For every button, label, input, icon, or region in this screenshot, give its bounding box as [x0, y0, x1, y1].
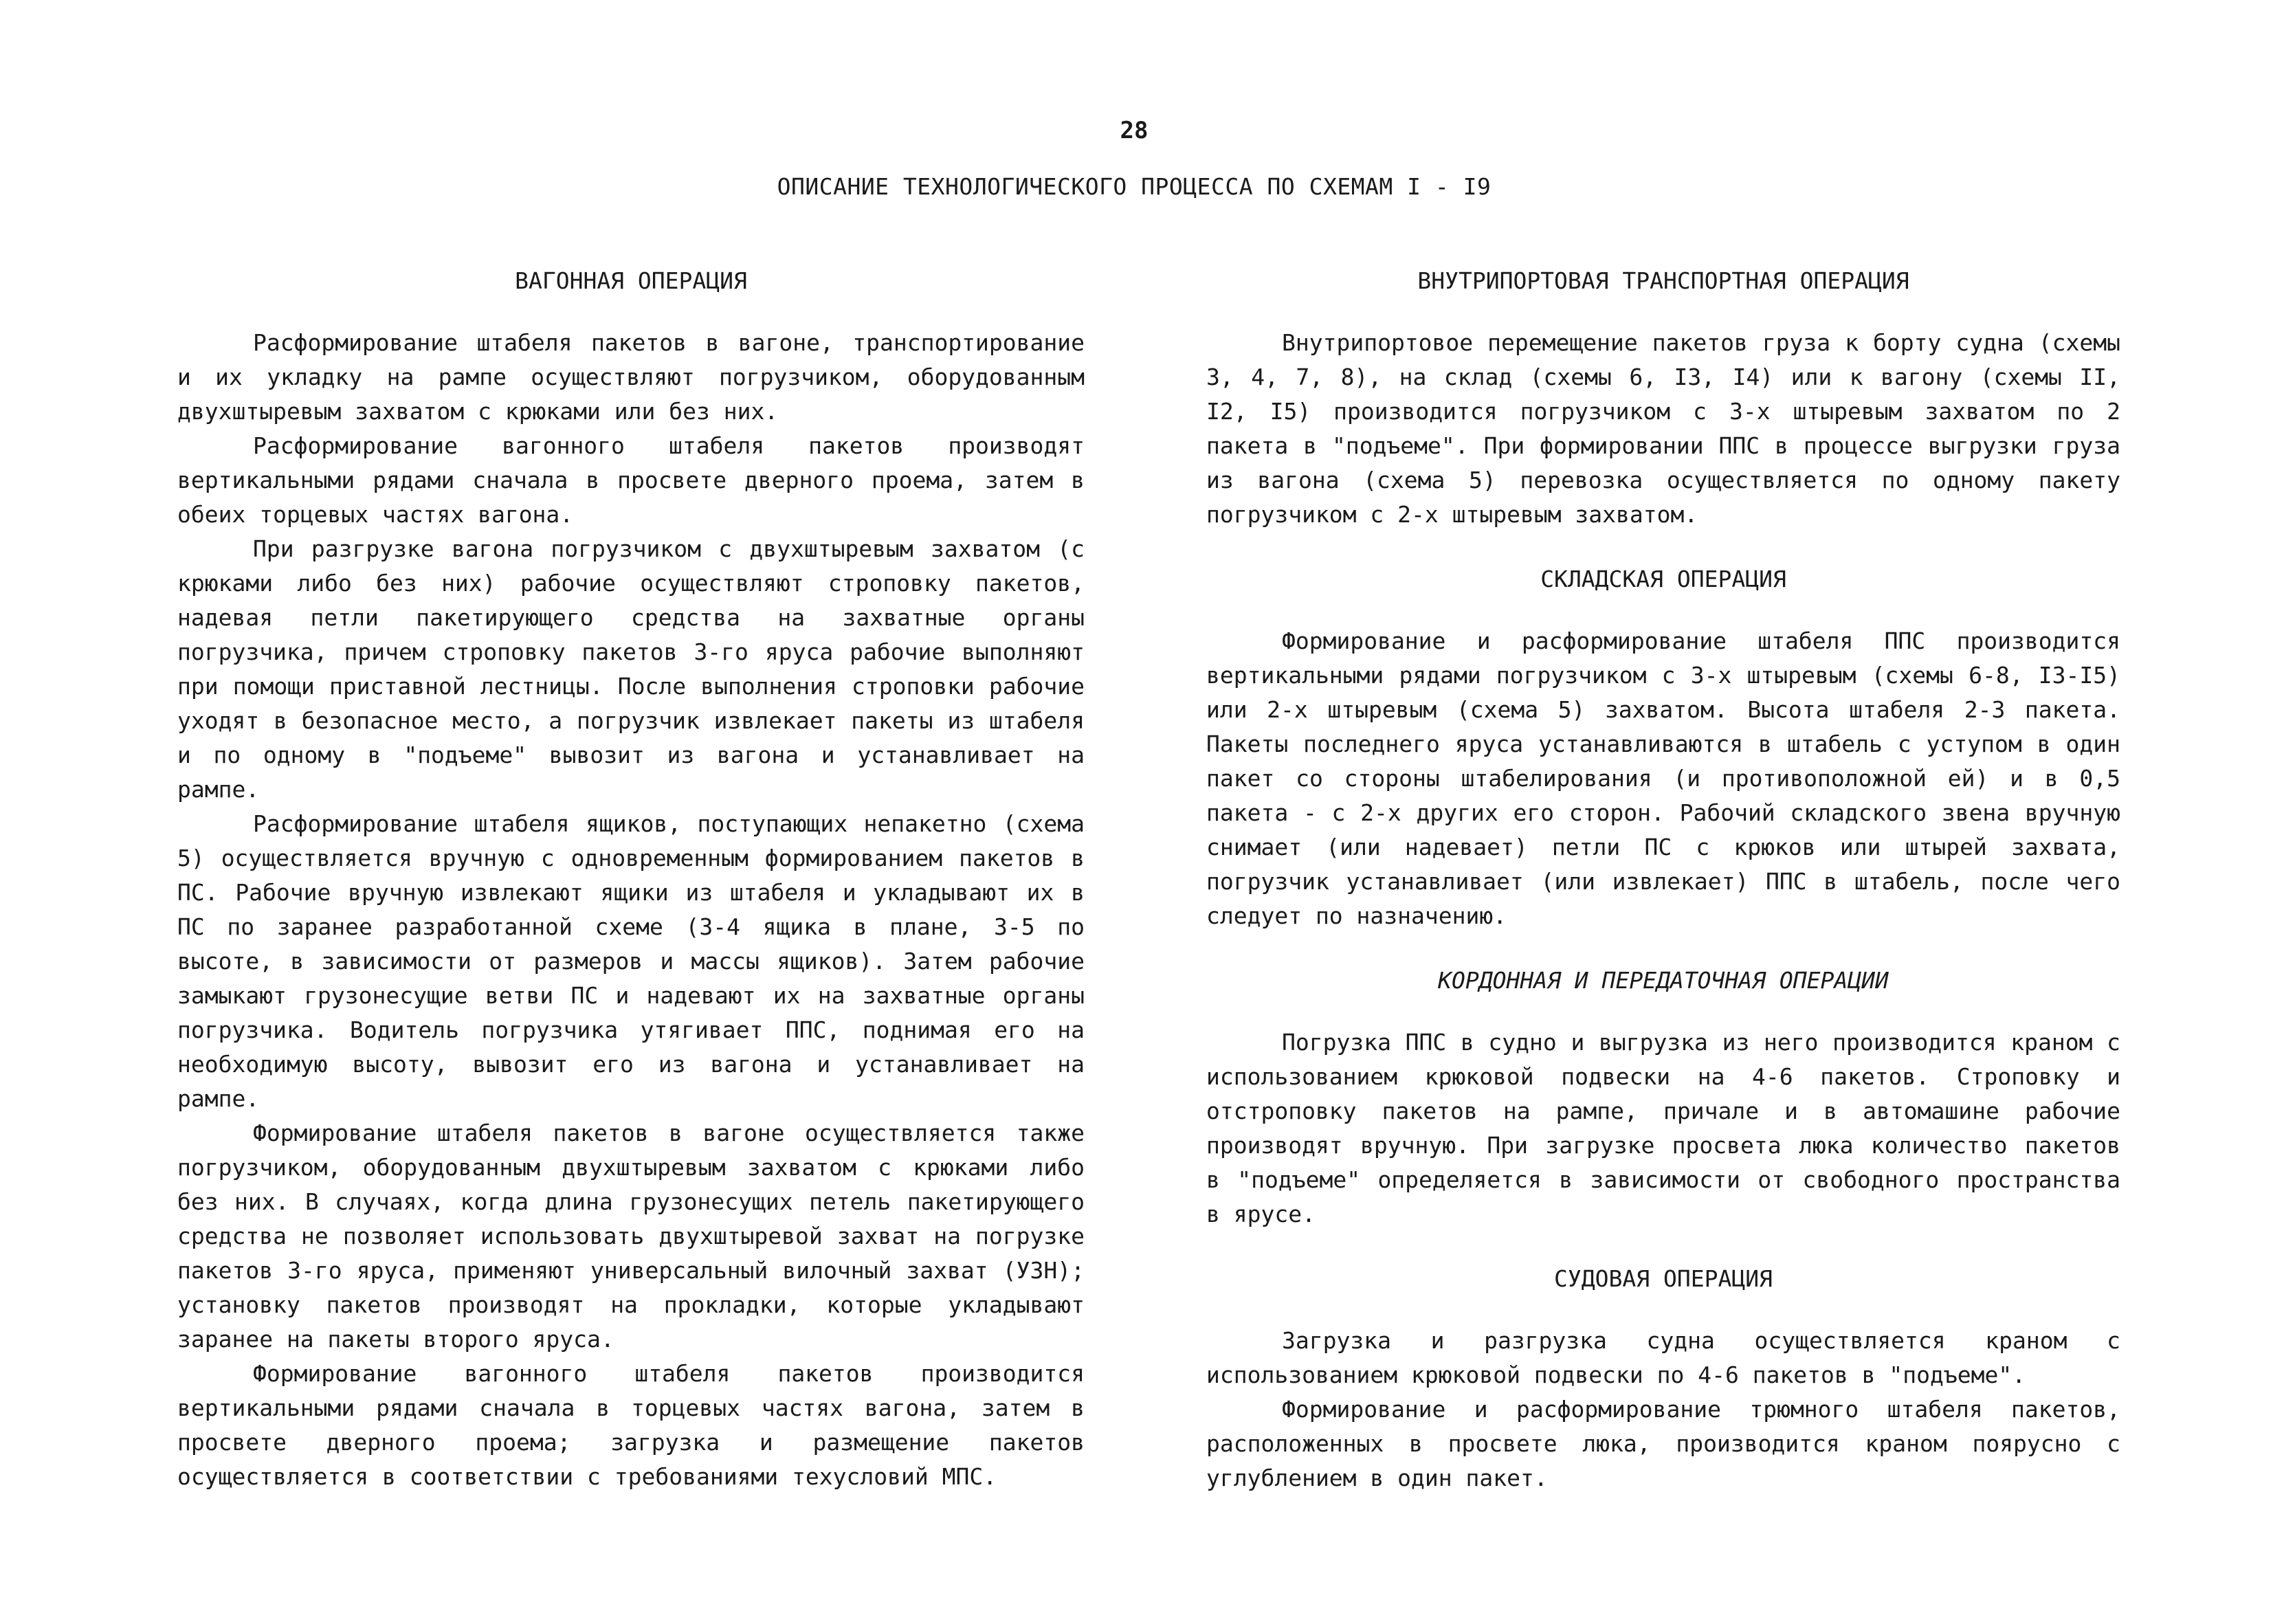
section-cordon-operation: [1206, 964, 2120, 1232]
document-title: ОПИСАНИЕ ТЕХНОЛОГИЧЕСКОГО ПРОЦЕССА ПО СХЕМАМ I - I9: [777, 173, 1492, 200]
paragraph: Расформирование вагонного штабеля пакетов производят вертикальными рядами сначала в просвете дверного проема, затем в обеих торцевых частях вагона.: [177, 432, 1085, 528]
section-heading: КОРДОННАЯ И ПЕРЕДАТОЧНАЯ ОПЕРАЦИИ: [1438, 967, 1889, 994]
paragraph: Формирование вагонного штабеля пакетов производится вертикальными рядами сначала в торцевых частях вагона, затем в просвете дверного проема; загрузка и размещение пакетов осуществляется в соответствии с требованиями техусловий МПС.: [177, 1360, 1085, 1490]
section-heading: СКЛАДСКАЯ ОПЕРАЦИЯ: [1540, 566, 1786, 592]
section-warehouse-operation: [1206, 562, 2120, 933]
paragraph: Формирование штабеля пакетов в вагоне осуществляется также погрузчиком, оборудованным двухштыревым захватом с крюками либо без них. В случаях, когда длина грузонесущих петель пакетирующего средства не позволяет использовать двухштыревой захват на погрузке пакетов 3-го яруса, применяют универсальный вилочный захват (УЗН); установку пакетов производят на прокладки, которые укладывают заранее на пакеты второго яруса.: [177, 1120, 1085, 1353]
section-port-transport-operation: [1206, 264, 2120, 532]
paragraph: Внутрипортовое перемещение пакетов груза к борту судна (схемы 3, 4, 7, 8), на склад (схемы 6, I3, I4) или к вагону (схемы II, I2, I5) производится погрузчиком с 3-х штыревым захватом по 2 пакета в "подъеме". При формировании ППС в процессе выгрузки груза из вагона (схема 5) перевозка осуществляется по одному пакету погрузчиком с 2-х штыревым захватом.: [1206, 329, 2120, 528]
section-wagon-operation: [177, 264, 1085, 1494]
section-ship-operation: [1206, 1262, 2120, 1495]
paragraph: При разгрузке вагона погрузчиком с двухштыревым захватом (с крюками либо без них) рабочие осуществляют строповку пакетов, надевая петли пакетирующего средства на захватные органы погрузчика, причем строповку пакетов 3-го яруса рабочие выполняют при помощи приставной лестницы. После выполнения строповки рабочие уходят в безопасное место, а погрузчик извлекает пакеты из штабеля и по одному в "подъеме" вывозит из вагона и устанавливает на рампе.: [177, 535, 1085, 803]
paragraph: Расформирование штабеля ящиков, поступающих непакетно (схема 5) осуществляется вручную с одновременным формированием пакетов в ПС. Рабочие вручную извлекают ящики из штабеля и укладывают их в ПС по заранее разработанной схеме (3-4 ящика в плане, 3-5 по высоте, в зависимости от размеров и массы ящиков). Затем рабочие замыкают грузонесущие ветви ПС и надевают их на захватные органы погрузчика. Водитель погрузчика утягивает ППС, поднимая его на необходимую высоту, вывозит его из вагона и устанавливает на рампе.: [177, 810, 1085, 1112]
paragraph: Расформирование штабеля пакетов в вагоне, транспортирование и их укладку на рампе осуществляют погрузчиком, оборудованным двухштыревым захватом с крюками или без них.: [177, 329, 1085, 425]
section-heading: СУДОВАЯ ОПЕРАЦИЯ: [1554, 1265, 1773, 1292]
paragraph: Формирование и расформирование трюмного штабеля пакетов, расположенных в просвете люка, производится краном поярусно с углублением в один пакет.: [1206, 1396, 2120, 1491]
page-number: 28: [1120, 117, 1149, 144]
section-heading: ВАГОННАЯ ОПЕРАЦИЯ: [515, 267, 747, 294]
right-column: [1206, 264, 2120, 1526]
paragraph: Загрузка и разгрузка судна осуществляется краном с использованием крюковой подвески по 4-6 пакетов в "подъеме".: [1206, 1327, 2120, 1388]
section-heading: ВНУТРИПОРТОВАЯ ТРАНСПОРТНАЯ ОПЕРАЦИЯ: [1417, 267, 1909, 294]
left-column: [177, 264, 1085, 1524]
paragraph: Погрузка ППС в судно и выгрузка из него производится краном с использованием крюковой подвески на 4-6 пакетов. Строповку и отстроповку пакетов на рампе, причале и в автомашине рабочие производят вручную. При загрузке просвета люка количество пакетов в "подъеме" определяется в зависимости от свободного пространства в ярусе.: [1206, 1029, 2120, 1227]
paragraph: Формирование и расформирование штабеля ППС производится вертикальными рядами погрузчиком с 3-х штыревым (схемы 6-8, I3-I5) или 2-х штыревым (схема 5) захватом. Высота штабеля 2-3 пакета. Пакеты последнего яруса устанавливаются в штабель с уступом в один пакет со стороны штабелирования (и противоположной ей) и в 0,5 пакета - с 2-х других его сторон. Рабочий складского звена вручную снимает (или надевает) петли ПС с крюков или штырей захвата, погрузчик устанавливает (или извлекает) ППС в штабель, после чего следует по назначению.: [1206, 627, 2120, 929]
